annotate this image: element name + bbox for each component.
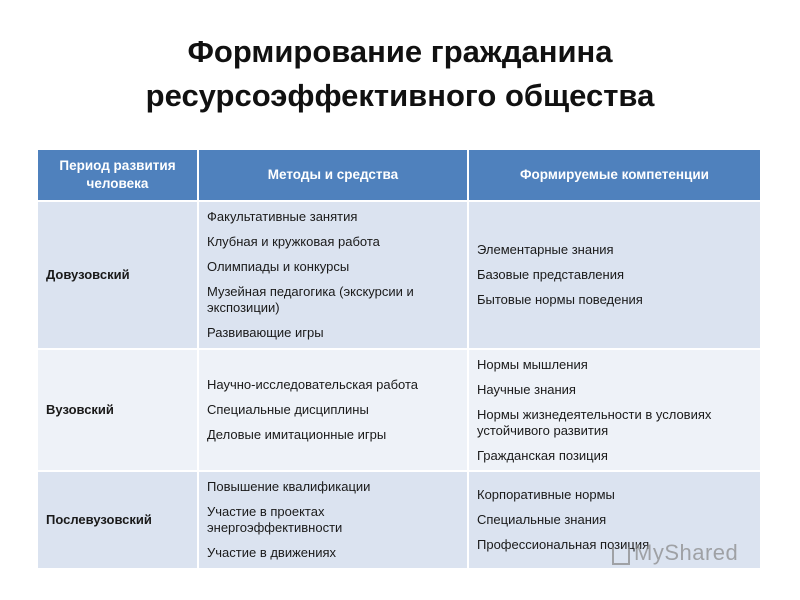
list-item: Гражданская позиция: [477, 447, 608, 463]
table-row: [38, 201, 760, 349]
header-methods: Методы и средства: [198, 150, 468, 201]
methods-cell: [198, 349, 468, 471]
methods-list: [207, 479, 459, 561]
list-item: Факультативные занятия: [207, 209, 358, 224]
competency-table: [38, 150, 760, 568]
list-item: Повышение квалификации: [207, 479, 371, 494]
list-item: Научные знания: [477, 381, 576, 397]
list-item: Бытовые нормы поведения: [477, 292, 643, 307]
slide-title: [0, 30, 800, 118]
methods-cell: [198, 201, 468, 349]
list-item: Профессиональная позиция: [477, 537, 650, 552]
table-header-row: [38, 150, 760, 201]
methods-list: [207, 209, 459, 341]
watermark: [612, 540, 738, 566]
list-item: Научно-исследовательская работа: [207, 377, 419, 392]
header-competencies: Формируемые компетенции: [468, 150, 760, 201]
table-row: [38, 349, 760, 471]
list-item: Клубная и кружковая работа: [207, 234, 380, 249]
competencies-cell: [468, 349, 760, 471]
slide-title-line2: ресурсоэффективного общества: [145, 78, 655, 113]
header-period: Период развития человека: [38, 150, 198, 201]
competencies-cell: [468, 201, 760, 349]
methods-cell: [198, 471, 468, 568]
competencies-list: [477, 242, 752, 308]
list-item: Участие в движениях: [207, 545, 336, 560]
list-item: Базовые представления: [477, 267, 624, 282]
list-item: Нормы мышления: [477, 356, 588, 372]
competencies-list: [477, 357, 752, 464]
slide-title-line1: Формирование гражданина: [187, 34, 613, 69]
list-item: Специальные знания: [477, 512, 607, 527]
period-cell: Довузовский: [38, 201, 198, 349]
watermark-text: MyShared: [634, 540, 739, 565]
list-item: Корпоративные нормы: [477, 487, 615, 502]
list-item: Участие в проектах энергоэффективности: [207, 504, 343, 535]
list-item: Элементарные знания: [477, 242, 614, 257]
list-item: Музейная педагогика (экскурсии и экспозиции): [207, 284, 414, 315]
list-item: Специальные дисциплины: [207, 402, 369, 417]
list-item: Развивающие игры: [207, 325, 324, 340]
list-item: Олимпиады и конкурсы: [207, 259, 350, 274]
period-cell: Послевузовский: [38, 471, 198, 568]
period-cell: Вузовский: [38, 349, 198, 471]
list-item: Деловые имитационные игры: [207, 427, 387, 442]
methods-list: [207, 377, 459, 443]
list-item: Нормы жизнедеятельности в условиях устойчивого развития: [477, 406, 712, 438]
